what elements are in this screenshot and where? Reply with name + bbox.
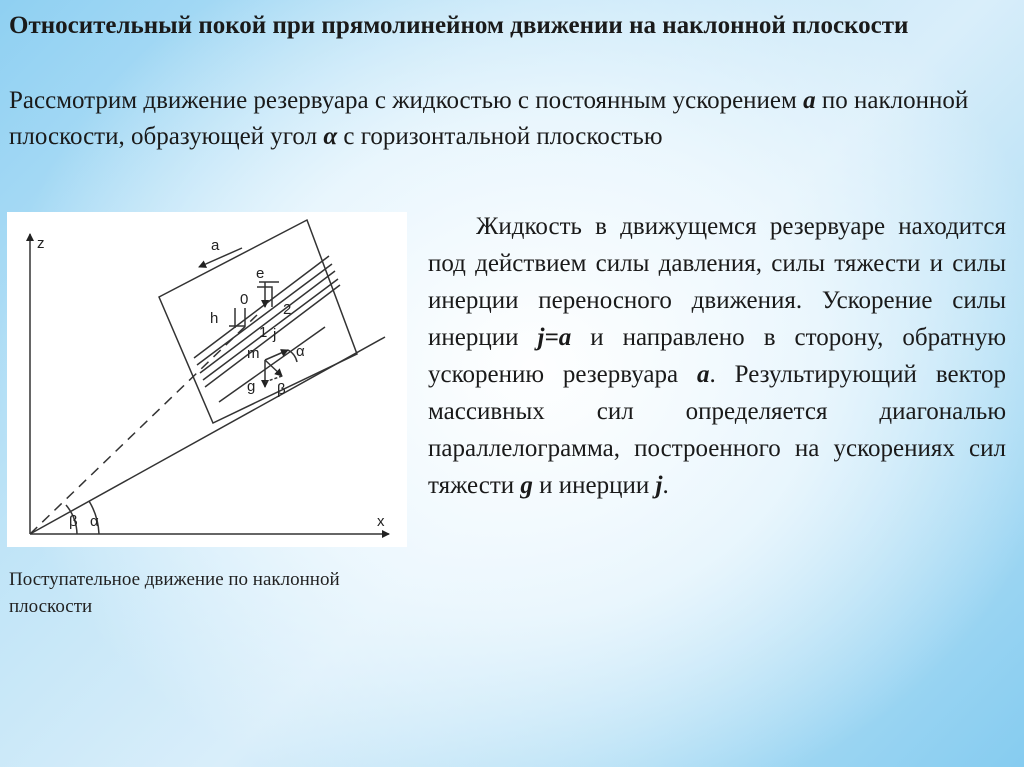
explanation-paragraph	[428, 208, 1006, 504]
body-formula-ja: j=a	[537, 324, 572, 351]
body-text-2: и направлено в сторону, обратную ускорению резервуара	[428, 324, 1006, 388]
label-m: m	[247, 345, 260, 362]
intro-text-3: с горизонтальной плоскостью	[337, 123, 663, 150]
label-j: j	[273, 326, 277, 343]
body-inertia-symbol: j	[655, 472, 663, 499]
label-alpha: α	[90, 513, 99, 530]
intro-angle-symbol: α	[323, 123, 338, 150]
intro-accel-symbol: a	[803, 87, 816, 114]
label-e: e	[256, 265, 265, 282]
intro-paragraph	[9, 83, 1009, 155]
label-two: 2	[283, 301, 292, 318]
label-beta-small: β	[277, 381, 286, 398]
label-a: a	[211, 237, 220, 254]
label-one: 1	[259, 324, 268, 341]
label-alpha-small: α	[296, 343, 305, 360]
label-h: h	[210, 310, 219, 327]
body-gravity-symbol: g	[520, 472, 533, 499]
label-z: z	[37, 235, 45, 252]
label-zero: 0	[240, 291, 249, 308]
figure-caption: Поступательное движение по наклонной плоскости	[9, 569, 340, 617]
body-text-1: Жидкость в движущемся резервуаре находится под действием силы давления, силы тяжести и силы инерции переносного движения. Ускорение силы инерции	[428, 213, 1006, 351]
intro-text-1: Рассмотрим движение резервуара с жидкостью с постоянным ускорением	[9, 87, 804, 114]
intro-text-2: по наклонной плоскости, образующей угол	[9, 87, 969, 150]
label-beta: β	[69, 513, 78, 530]
body-accel-symbol: a	[696, 361, 710, 388]
tank-outline	[159, 220, 357, 423]
body-text-3: . Результирующий вектор массивных сил определяется диагональю параллелограмма, построенного на ускорениях сил тяжести	[428, 361, 1006, 499]
label-g: g	[247, 378, 256, 395]
inclined-plane-diagram	[7, 212, 407, 547]
label-x: x	[377, 513, 385, 530]
diagram-svg	[7, 212, 407, 547]
slide-title: Относительный покой при прямолинейном движении на наклонной плоскости	[9, 12, 909, 39]
body-text-5: .	[662, 472, 669, 499]
free-surface-dashed-line	[30, 315, 257, 534]
body-text-4: и инерции	[532, 472, 656, 499]
